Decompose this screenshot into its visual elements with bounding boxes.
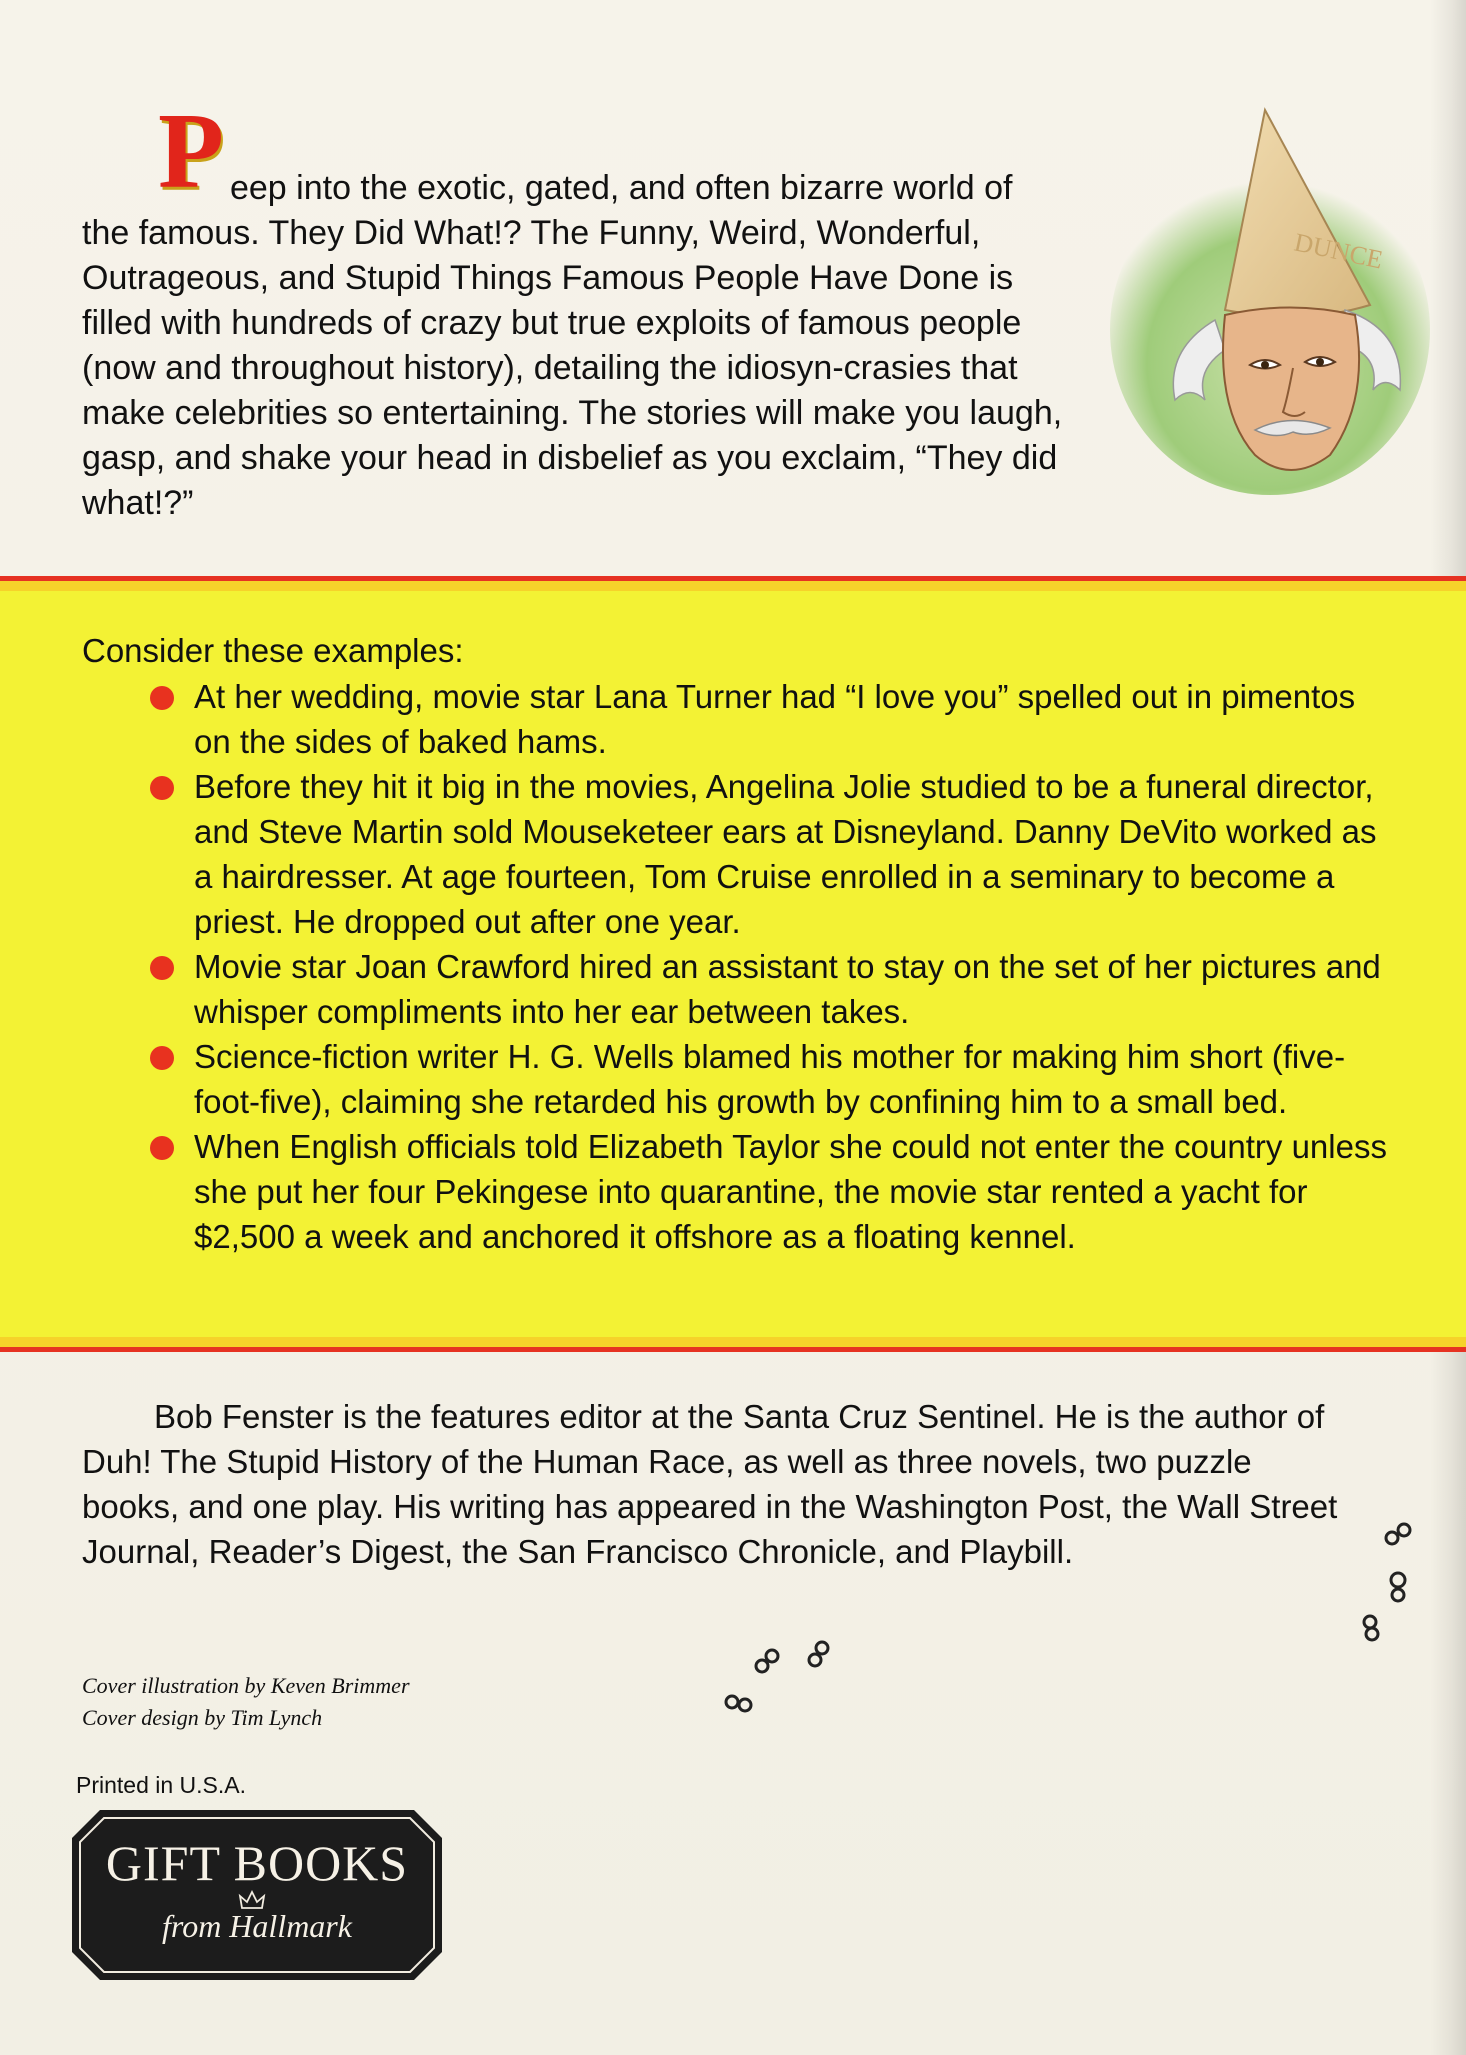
illustration-credit: Cover illustration by Keven Brimmer <box>82 1673 410 1698</box>
scribble-icon <box>726 1642 828 1711</box>
red-bullet-icon <box>150 1046 174 1070</box>
red-bullet-icon <box>150 1136 174 1160</box>
red-bullet-icon <box>150 776 174 800</box>
cover-credits <box>82 1670 410 1734</box>
right-pupil <box>1316 358 1324 366</box>
example-text: Before they hit it big in the movies, Angelina Jolie studied to be a funeral director, and Steve Martin sold Mouseketeer ears at Disneyland. Danny DeVito worked as a hairdresser. At age fourteen, Tom Cruise enrolled in a seminary to become a priest. He dropped out after one year. <box>194 768 1377 940</box>
list-item <box>150 1034 1400 1124</box>
intro-first-line: eep into the exotic, gated, and often bizarre world of <box>229 169 1013 207</box>
logo-subtitle: from Hallmark <box>162 1908 352 1944</box>
example-text: When English officials told Elizabeth Taylor she could not enter the country unless she put her four Pekingese into quarantine, the movie star rented a yacht for $2,500 a week and anchored it offshore as a floating kennel. <box>194 1128 1387 1255</box>
design-credit: Cover design by Tim Lynch <box>82 1705 323 1730</box>
example-text: Movie star Joan Crawford hired an assistant to stay on the set of her pictures and whisper compliments into her ear between takes. <box>194 948 1381 1030</box>
logo-title: GIFT BOOKS <box>105 1835 409 1891</box>
author-bio: Bob Fenster is the features editor at the Santa Cruz Sentinel. He is the author of Duh! The Stupid History of the Human Race, as well as three novels, two puzzle books, and one play. His writing has appeared in the Washington Post, the Wall Street Journal, Reader’s Digest, the San Francisco Chronicle, and Playbill. <box>82 1398 1338 1570</box>
drop-cap: P <box>158 92 224 211</box>
list-item <box>150 764 1400 944</box>
list-item <box>150 1124 1400 1259</box>
example-text: At her wedding, movie star Lana Turner had “I love you” spelled out in pimentos on the sides of baked hams. <box>194 678 1356 760</box>
examples-list <box>150 674 1400 1259</box>
publisher-logo <box>70 1808 444 1982</box>
example-text: Science-fiction writer H. G. Wells blamed his mother for making him short (five-foot-five), claiming she retarded his growth by confining him to a small bed. <box>194 1038 1346 1120</box>
dunce-cap-label: DUNCE <box>1291 227 1386 275</box>
red-bullet-icon <box>150 686 174 710</box>
intro-body: the famous. They Did What!? The Funny, Weird, Wonderful, Outrageous, and Stupid Things Famous People Have Done is filled with hundreds of crazy but true exploits of famous people (now and throughout history), detailing the idiosyn-crasies that make celebrities so entertaining. The stories will make you laugh, gasp, and shake your head in disbelief as you exclaim, “They did what!?” <box>82 214 1063 522</box>
printed-in-label: Printed in U.S.A. <box>76 1772 247 1798</box>
dunce-cap-illustration <box>1105 100 1445 500</box>
scribble-icon <box>1364 1524 1410 1640</box>
list-item <box>150 944 1400 1034</box>
examples-band <box>0 576 1466 1352</box>
intro-paragraph <box>82 92 1092 526</box>
red-bullet-icon <box>150 956 174 980</box>
left-pupil <box>1261 361 1269 369</box>
list-item <box>150 674 1400 764</box>
examples-heading: Consider these examples: <box>82 632 464 669</box>
